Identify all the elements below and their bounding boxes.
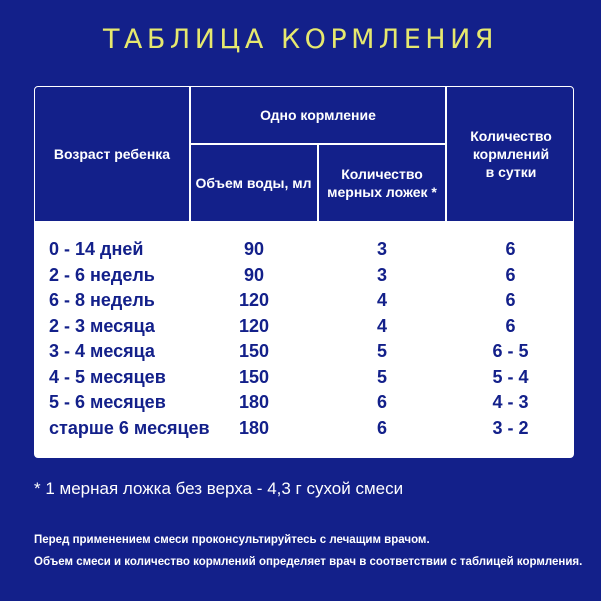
header-per-day-line2: кормлений [472,146,550,162]
cell-volume: 120 [238,315,270,336]
cell-volume: 180 [238,417,270,438]
cell-per-day: 3 - 2 [492,417,529,438]
header-water-volume-label: Объем воды, мл [195,175,312,191]
cell-age: старше 6 месяцев [49,417,210,438]
footnote: * 1 мерная ложка без верха - 4,3 г сухой смеси [34,479,404,498]
cell-spoons: 3 [376,264,387,285]
header-one-feeding-label: Одно кормление [260,107,376,123]
header-spoons-line2: мерных ложек * [327,184,437,200]
header-one-feeding [190,87,446,143]
table-row [35,389,573,414]
cell-per-day: 6 [505,290,516,310]
cell-per-day: 6 [505,315,516,336]
cell-age: 4 - 5 месяцев [49,366,166,387]
table-row [35,364,573,389]
header-per-day-line3: в сутки [485,164,537,180]
cell-per-day: 5 - 4 [492,366,529,387]
cell-spoons: 4 [376,315,387,336]
cell-age: 3 - 4 месяца [49,341,155,361]
note-doctor: Объем смеси и количество кормлений определяет врач в соответствии с таблицей кормления. [34,556,583,568]
page-title: ТАБЛИЦА КОРМЛЕНИЯ [102,24,499,55]
table-row [35,415,573,440]
note-consult: Перед применением смеси проконсультируйтесь с лечащим врачом. [34,534,430,546]
cell-per-day: 6 [505,239,516,259]
cell-age: 2 - 3 месяца [49,315,155,336]
cell-volume: 150 [238,366,270,387]
cell-volume: 90 [243,239,265,259]
cell-per-day: 6 - 5 [492,341,529,361]
header-per-day-line1: Количество [470,128,552,144]
table-row [35,313,573,338]
header-per-day [447,87,574,221]
cell-volume: 180 [238,392,270,412]
cell-spoons: 6 [376,392,387,412]
cell-volume: 120 [238,290,270,310]
header-water-volume [190,145,317,221]
table-row [35,287,573,312]
feeding-table [34,86,574,458]
header-age-label: Возраст ребенка [53,146,171,162]
table-row [35,262,573,287]
cell-spoons: 6 [376,417,387,438]
cell-age: 6 - 8 недель [49,290,155,310]
cell-spoons: 5 [376,366,387,387]
cell-spoons: 5 [376,341,387,361]
cell-age: 0 - 14 дней [49,239,144,259]
table-row [35,338,573,363]
cell-age: 2 - 6 недель [49,264,155,285]
cell-volume: 150 [238,341,270,361]
cell-per-day: 6 [505,264,516,285]
header-spoons-line1: Количество [341,166,423,182]
cell-volume: 90 [243,264,265,285]
table-row [35,236,573,261]
header-spoons [319,145,445,221]
cell-spoons: 3 [376,239,387,259]
cell-age: 5 - 6 месяцев [49,392,166,412]
table-header [35,87,573,221]
cell-spoons: 4 [376,290,387,310]
header-age [35,87,189,221]
cell-per-day: 4 - 3 [492,392,529,412]
